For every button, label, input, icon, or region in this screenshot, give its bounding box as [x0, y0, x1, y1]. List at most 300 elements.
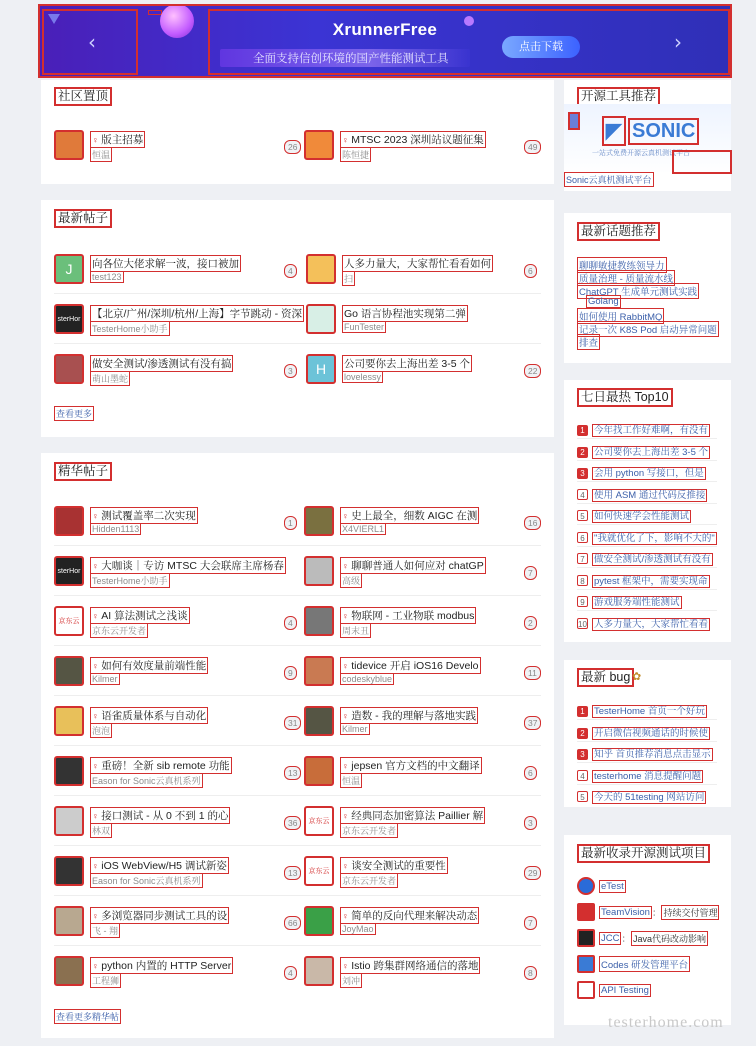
- author-link[interactable]: JoyMao: [342, 924, 374, 934]
- avatar-label: 京东云: [58, 618, 80, 625]
- post-row[interactable]: [54, 656, 299, 696]
- row-divider: [577, 784, 717, 785]
- hot-item[interactable]: [577, 594, 682, 608]
- author-link[interactable]: TesterHome小助手: [90, 321, 170, 336]
- tools-panel: [564, 80, 731, 191]
- avatar-label: sterHor: [57, 567, 81, 575]
- topics-panel: [564, 213, 731, 363]
- author-link[interactable]: 工程狮: [90, 973, 121, 988]
- avatar-label: sterHor: [57, 315, 81, 323]
- bug-icon: ✿: [632, 671, 642, 683]
- more-featured-link[interactable]: 查看更多精华帖: [54, 1009, 121, 1024]
- avatar[interactable]: [54, 906, 84, 936]
- rank-badge: 9: [577, 596, 588, 607]
- row-divider: [577, 719, 717, 720]
- reply-count: 1: [284, 516, 297, 530]
- post-row[interactable]: [54, 606, 299, 646]
- project-link[interactable]: JCC: [601, 932, 620, 944]
- pin-icon: ♀: [92, 511, 102, 521]
- topic-title: 多浏览器同步测试工具的设: [101, 910, 228, 922]
- reply-count: 8: [524, 966, 537, 980]
- avatar[interactable]: [54, 556, 84, 586]
- hot-item[interactable]: [577, 616, 710, 630]
- pin-icon: ♀: [92, 761, 102, 771]
- hot-item-link[interactable]: 人多力量大，大家帮忙看看: [594, 618, 709, 630]
- topic-link[interactable]: [90, 957, 233, 974]
- rank-badge: 7: [577, 553, 588, 564]
- avatar-label: J: [65, 261, 73, 277]
- rank-badge: 2: [577, 728, 588, 739]
- reply-count: 66: [284, 916, 301, 930]
- post-row[interactable]: [306, 304, 551, 344]
- post-row[interactable]: [304, 856, 549, 896]
- hot-item[interactable]: [577, 465, 706, 479]
- project-description: Java代码改动影响: [631, 931, 708, 946]
- topic-title: jepsen 官方文档的中文翻译: [351, 760, 480, 772]
- avatar[interactable]: [304, 130, 334, 160]
- hot-item[interactable]: [577, 487, 707, 501]
- bug-item-link[interactable]: 开启微信视频通话的时候使: [594, 727, 709, 739]
- avatar[interactable]: [306, 354, 336, 384]
- author-link[interactable]: test123: [92, 272, 122, 282]
- pin-icon: ♀: [92, 911, 102, 921]
- topic-title: 如何有效度量前端性能: [101, 660, 207, 672]
- bug-item[interactable]: [577, 703, 707, 717]
- topic-title: 语雀质量体系与自动化: [101, 710, 207, 722]
- topic-title: python 内置的 HTTP Server: [101, 960, 232, 972]
- chevron-left-icon[interactable]: ‹: [88, 30, 96, 54]
- topic-link[interactable]: [340, 907, 479, 924]
- author-link[interactable]: 恒温: [90, 147, 112, 162]
- avatar[interactable]: [54, 130, 84, 160]
- rank-badge: 3: [577, 749, 588, 760]
- topic-title: Go 语言协程池实现第二弹: [344, 308, 466, 320]
- row-divider: [577, 741, 717, 742]
- topic-title: tidevice 开启 iOS16 Develo: [351, 660, 479, 672]
- reply-count: 36: [284, 816, 301, 830]
- topic-link[interactable]: 质量治理 - 质量流水线: [577, 270, 675, 286]
- author-link[interactable]: lovelessy: [344, 372, 382, 382]
- project-item[interactable]: [577, 981, 651, 999]
- watermark: testerhome.com: [608, 1014, 724, 1031]
- bug-item-link[interactable]: 今天的 51testing 网站访问: [594, 792, 705, 803]
- panel-title: 社区置顶: [54, 87, 112, 106]
- post-row[interactable]: [304, 756, 549, 796]
- pin-icon: ♀: [92, 711, 102, 721]
- author-link[interactable]: 萌山墨蛇: [90, 371, 130, 386]
- download-button[interactable]: 点击下载: [502, 36, 580, 58]
- panel-title: 最新 bug: [577, 668, 634, 687]
- hot-item-link[interactable]: 会用 python 写接口，但是: [594, 468, 704, 479]
- post-row[interactable]: [54, 254, 299, 294]
- sonic-logo: SONIC: [628, 118, 699, 145]
- row-divider: [54, 343, 541, 344]
- avatar[interactable]: [54, 956, 84, 986]
- codes-icon: [577, 955, 595, 973]
- banner-subtitle: 全面支持信创环境的国产性能测试工具: [253, 53, 449, 65]
- row-divider: [54, 695, 541, 696]
- reply-count: 7: [524, 916, 537, 930]
- topic-link[interactable]: [340, 557, 486, 574]
- author-link[interactable]: codeskyblue: [342, 674, 393, 684]
- panel-title: 开源工具推荐: [577, 87, 660, 106]
- post-row[interactable]: [54, 506, 299, 546]
- avatar[interactable]: [304, 706, 334, 736]
- project-item[interactable]: [577, 955, 690, 973]
- avatar[interactable]: [54, 354, 84, 384]
- pin-icon: ♀: [92, 135, 102, 145]
- rank-badge: 2: [577, 447, 588, 458]
- topic-link[interactable]: [90, 255, 241, 272]
- author-link[interactable]: FunTester: [344, 322, 385, 332]
- panel-title: 最新话题推荐: [577, 222, 660, 241]
- post-row[interactable]: [54, 354, 299, 394]
- row-divider: [577, 567, 717, 568]
- author-link[interactable]: 刘冲: [340, 973, 362, 988]
- topic-link[interactable]: Golang: [588, 296, 619, 308]
- topic-link[interactable]: [342, 305, 468, 322]
- hot-item-link[interactable]: 今年找工作好难啊，有没有: [594, 425, 709, 436]
- chevron-right-icon[interactable]: ›: [674, 30, 682, 54]
- panel-title: 精华帖子: [54, 462, 112, 481]
- post-row[interactable]: [54, 956, 299, 996]
- post-row[interactable]: [304, 706, 549, 746]
- bug-item-link[interactable]: 知乎 首页推荐消息点击显示: [594, 749, 711, 760]
- project-item[interactable]: [577, 877, 626, 895]
- row-divider: [577, 438, 717, 439]
- bug-item-link[interactable]: TesterHome 首页一个好玩: [594, 706, 705, 717]
- post-row[interactable]: [304, 130, 549, 170]
- project-link[interactable]: eTest: [601, 880, 624, 892]
- topic-title: 测试覆盖率二次实现: [101, 510, 196, 522]
- topic-title: 向各位大佬求解一波，接口被加: [92, 258, 239, 270]
- post-row[interactable]: [304, 906, 549, 946]
- pin-icon: ♀: [342, 961, 352, 971]
- bugs-panel: [564, 660, 731, 807]
- topic-title: 造数 - 我的理解与落地实践: [351, 710, 477, 722]
- device-icon: [672, 150, 732, 174]
- sonic-banner[interactable]: [564, 104, 731, 174]
- topic-title: 简单的反向代理来解决动态: [351, 910, 478, 922]
- post-row[interactable]: [54, 856, 299, 896]
- avatar[interactable]: [54, 706, 84, 736]
- pin-icon: ♀: [342, 911, 352, 921]
- reply-count: 26: [284, 140, 301, 154]
- bug-item[interactable]: [577, 725, 710, 739]
- hot-item[interactable]: [577, 508, 691, 522]
- author-link[interactable]: 京东云开发者: [90, 623, 148, 638]
- topic-link[interactable]: [90, 907, 229, 924]
- project-description: 持续交付管理: [661, 905, 719, 920]
- author-link[interactable]: 林双: [90, 823, 112, 838]
- separator: ：: [651, 908, 662, 919]
- project-link[interactable]: Codes 研发管理平台: [599, 956, 690, 972]
- topic-link[interactable]: [90, 507, 198, 524]
- avatar[interactable]: [304, 806, 334, 836]
- topic-link[interactable]: ChatGPT 生成单元测试实践: [577, 283, 699, 299]
- avatar[interactable]: [304, 556, 334, 586]
- hot-item[interactable]: [577, 444, 710, 458]
- pin-icon: ♀: [92, 861, 102, 871]
- reply-count: 16: [524, 516, 541, 530]
- topic-title: Istio 跨集群网络通信的落地: [351, 960, 479, 972]
- reply-count: 31: [284, 716, 301, 730]
- row-divider: [577, 610, 717, 611]
- latest-posts-panel: [41, 200, 554, 437]
- topic-link[interactable]: [340, 507, 479, 524]
- avatar[interactable]: [54, 656, 84, 686]
- banner-marker: [148, 10, 162, 15]
- topic-title: 公司要你去上海出差 3-5 个: [344, 358, 471, 370]
- hot-item-link[interactable]: 如何快速学会性能测试: [594, 511, 690, 522]
- pin-icon: ♀: [92, 811, 102, 821]
- bug-item[interactable]: [577, 768, 703, 782]
- topic-link[interactable]: [90, 807, 230, 824]
- author-link[interactable]: 扫: [342, 271, 355, 286]
- topic-title: 大咖谈｜专访 MTSC 大会联席主席杨春: [101, 560, 284, 572]
- sonic-left-icon: [568, 112, 580, 130]
- topic-link[interactable]: [340, 657, 481, 674]
- topic-title: 重磅！全新 sib remote 功能: [101, 760, 230, 772]
- post-row[interactable]: [306, 354, 551, 394]
- top10-panel: [564, 380, 731, 642]
- rank-badge: 4: [577, 489, 588, 500]
- reply-count: 6: [524, 766, 537, 780]
- row-divider: [54, 645, 541, 646]
- avatar[interactable]: [306, 304, 336, 334]
- post-row[interactable]: [304, 656, 549, 696]
- post-row[interactable]: [304, 806, 549, 846]
- post-row[interactable]: [304, 556, 549, 596]
- row-divider: [54, 845, 541, 846]
- panel-title: 最新收录开源测试项目: [577, 844, 710, 863]
- sonic-caption: 一站式免费开源云真机测试平台: [592, 150, 690, 157]
- pin-icon: ♀: [342, 711, 352, 721]
- reply-count: 11: [524, 666, 541, 680]
- promo-banner[interactable]: [38, 4, 732, 78]
- author-link[interactable]: Kilmer: [342, 724, 368, 734]
- rank-badge: 1: [577, 425, 588, 436]
- hot-item[interactable]: [577, 551, 713, 565]
- topic-link[interactable]: [90, 131, 145, 148]
- pin-icon: ♀: [342, 611, 352, 621]
- rank-badge: 1: [577, 706, 588, 717]
- pin-icon: ♀: [92, 561, 102, 571]
- hot-item-link[interactable]: pytest 框架中，需要实现命: [594, 575, 708, 587]
- pin-icon: ♀: [342, 661, 352, 671]
- topic-link[interactable]: [90, 305, 304, 322]
- avatar[interactable]: [54, 254, 84, 284]
- projects-panel: [564, 835, 731, 1025]
- panel-title: 最新帖子: [54, 209, 112, 228]
- row-divider: [54, 293, 541, 294]
- reply-count: 3: [524, 816, 537, 830]
- avatar[interactable]: [304, 656, 334, 686]
- topic-title: 聊聊普通人如何应对 chatGP: [351, 560, 484, 572]
- topic-link[interactable]: [90, 607, 190, 624]
- bug-item-link[interactable]: testerhome 消息提醒问题: [594, 770, 702, 782]
- hot-item[interactable]: [577, 422, 710, 436]
- row-divider: [54, 795, 541, 796]
- avatar[interactable]: [304, 756, 334, 786]
- author-link[interactable]: 恒温: [340, 773, 362, 788]
- reply-count: 4: [284, 966, 297, 980]
- author-link[interactable]: 飞 - 翔: [90, 923, 120, 938]
- post-row[interactable]: [304, 606, 549, 646]
- avatar[interactable]: [54, 506, 84, 536]
- post-row[interactable]: [304, 506, 549, 546]
- topic-link[interactable]: [340, 857, 448, 874]
- featured-posts-panel: [41, 453, 554, 1038]
- rank-badge: 6: [577, 532, 588, 543]
- pin-icon: ♀: [92, 961, 102, 971]
- topic-link[interactable]: [340, 707, 478, 724]
- post-row[interactable]: [54, 556, 299, 596]
- avatar[interactable]: [304, 606, 334, 636]
- topic-link[interactable]: [90, 707, 208, 724]
- topic-link[interactable]: [90, 757, 232, 774]
- post-row[interactable]: [54, 304, 302, 344]
- hot-item-link[interactable]: 使用 ASM 通过代码反推接: [594, 489, 706, 501]
- post-row[interactable]: [54, 806, 299, 846]
- reply-count: 37: [524, 716, 541, 730]
- post-row[interactable]: [54, 130, 299, 170]
- rank-badge: 8: [577, 575, 588, 586]
- topic-title: MTSC 2023 深圳站议题征集: [351, 134, 484, 146]
- reply-count: 2: [524, 616, 537, 630]
- rank-badge: 10: [578, 619, 587, 629]
- reply-count: 49: [524, 140, 541, 154]
- sonic-logo-icon: ◤: [602, 116, 626, 146]
- rank-badge: 5: [577, 510, 588, 521]
- author-link[interactable]: Hidden1113: [92, 524, 140, 534]
- row-divider: [577, 762, 717, 763]
- avatar[interactable]: [306, 254, 336, 284]
- post-row[interactable]: [306, 254, 551, 294]
- etest-icon: [577, 877, 595, 895]
- author-link[interactable]: Eason for Sonic云真机系列: [90, 873, 203, 888]
- topic-link[interactable]: 如何使用 RabbitMQ: [577, 308, 664, 324]
- sonic-link[interactable]: Sonic云真机测试平台: [564, 172, 654, 187]
- bug-item[interactable]: [577, 789, 706, 803]
- topic-link[interactable]: [90, 657, 208, 674]
- project-item[interactable]: [577, 929, 708, 947]
- hot-item-link[interactable]: "我就优化了下，影响不大的": [594, 532, 715, 544]
- avatar[interactable]: [54, 606, 84, 636]
- topic-title: 接口测试 - 从 0 不到 1 的心: [101, 810, 229, 822]
- author-link[interactable]: 京东云开发者: [340, 823, 398, 838]
- pin-icon: ♀: [342, 761, 352, 771]
- row-divider: [54, 945, 541, 946]
- author-link[interactable]: 泡泡: [90, 723, 112, 738]
- pin-icon: ♀: [342, 511, 352, 521]
- author-link[interactable]: X4VIERL1: [342, 524, 385, 534]
- api-testing-icon: [577, 981, 595, 999]
- avatar[interactable]: [304, 506, 334, 536]
- bug-item[interactable]: [577, 746, 713, 760]
- post-row[interactable]: [54, 706, 299, 746]
- hot-item-link[interactable]: 做安全测试/渗透测试有没有: [594, 554, 711, 565]
- hot-item-link[interactable]: 公司要你去上海出差 3-5 个: [594, 446, 709, 458]
- topic-link[interactable]: [340, 607, 476, 624]
- more-link[interactable]: 查看更多: [54, 406, 94, 421]
- author-link[interactable]: 周末丑: [340, 623, 371, 638]
- topic-link[interactable]: 排查: [577, 334, 600, 350]
- topic-link[interactable]: 记录一次 K8S Pod 启动异常问题: [577, 321, 719, 337]
- community-top-panel: [41, 80, 554, 184]
- pin-icon: ♀: [92, 661, 102, 671]
- row-divider: [54, 895, 541, 896]
- rank-badge: 5: [577, 791, 588, 802]
- post-row[interactable]: [54, 756, 299, 796]
- topic-link[interactable]: [342, 355, 472, 372]
- topic-link[interactable]: 聊聊敏捷教练领导力: [577, 257, 667, 273]
- author-link[interactable]: 高级: [340, 573, 362, 588]
- topic-title: 经典同态加密算法 Paillier 解: [351, 810, 484, 822]
- topic-link[interactable]: [90, 857, 229, 874]
- pin-icon: ♀: [342, 861, 352, 871]
- avatar[interactable]: [54, 806, 84, 836]
- project-item[interactable]: [577, 903, 719, 921]
- author-link[interactable]: 京东云开发者: [340, 873, 398, 888]
- avatar[interactable]: [304, 856, 334, 886]
- avatar-label: H: [315, 361, 327, 377]
- topic-title: 史上最全，细数 AIGC 在测: [351, 510, 478, 522]
- hot-item[interactable]: [577, 530, 717, 544]
- teamvision-icon: [577, 903, 595, 921]
- reply-count: 9: [284, 666, 297, 680]
- pin-icon: ♀: [342, 135, 352, 145]
- author-link[interactable]: Kilmer: [92, 674, 118, 684]
- project-link[interactable]: TeamVision: [601, 906, 650, 918]
- avatar[interactable]: [54, 856, 84, 886]
- row-divider: [54, 545, 541, 546]
- row-divider: [577, 481, 717, 482]
- topic-title: AI 算法测试之浅谈: [101, 610, 188, 622]
- project-link[interactable]: API Testing: [601, 984, 649, 996]
- avatar[interactable]: [304, 956, 334, 986]
- author-link[interactable]: Eason for Sonic云真机系列: [90, 773, 203, 788]
- avatar-label: 京东云: [308, 818, 330, 825]
- avatar[interactable]: [54, 304, 84, 334]
- post-row[interactable]: [304, 956, 549, 996]
- reply-count: 3: [284, 364, 297, 378]
- reply-count: 6: [524, 264, 537, 278]
- avatar[interactable]: [54, 756, 84, 786]
- avatar[interactable]: [304, 906, 334, 936]
- hot-item-link[interactable]: 游戏服务端性能测试: [594, 597, 680, 608]
- author-link[interactable]: TesterHome小助手: [90, 573, 170, 588]
- post-row[interactable]: [54, 906, 299, 946]
- row-divider: [577, 546, 717, 547]
- topic-link[interactable]: [90, 355, 233, 372]
- reply-count: 4: [284, 264, 297, 278]
- topic-link[interactable]: [340, 757, 482, 774]
- topic-link[interactable]: [340, 957, 480, 974]
- rank-badge: 3: [577, 468, 588, 479]
- topic-title: 谈安全测试的重要性: [351, 860, 446, 872]
- topic-link[interactable]: [340, 131, 486, 148]
- row-divider: [577, 524, 717, 525]
- topic-link[interactable]: [340, 807, 485, 824]
- author-link[interactable]: 陈恒捷: [340, 147, 371, 162]
- reply-count: 22: [524, 364, 541, 378]
- hot-item[interactable]: [577, 573, 710, 587]
- row-divider: [577, 589, 717, 590]
- row-divider: [54, 745, 541, 746]
- topic-link[interactable]: [342, 255, 493, 272]
- topic-link[interactable]: [90, 557, 286, 574]
